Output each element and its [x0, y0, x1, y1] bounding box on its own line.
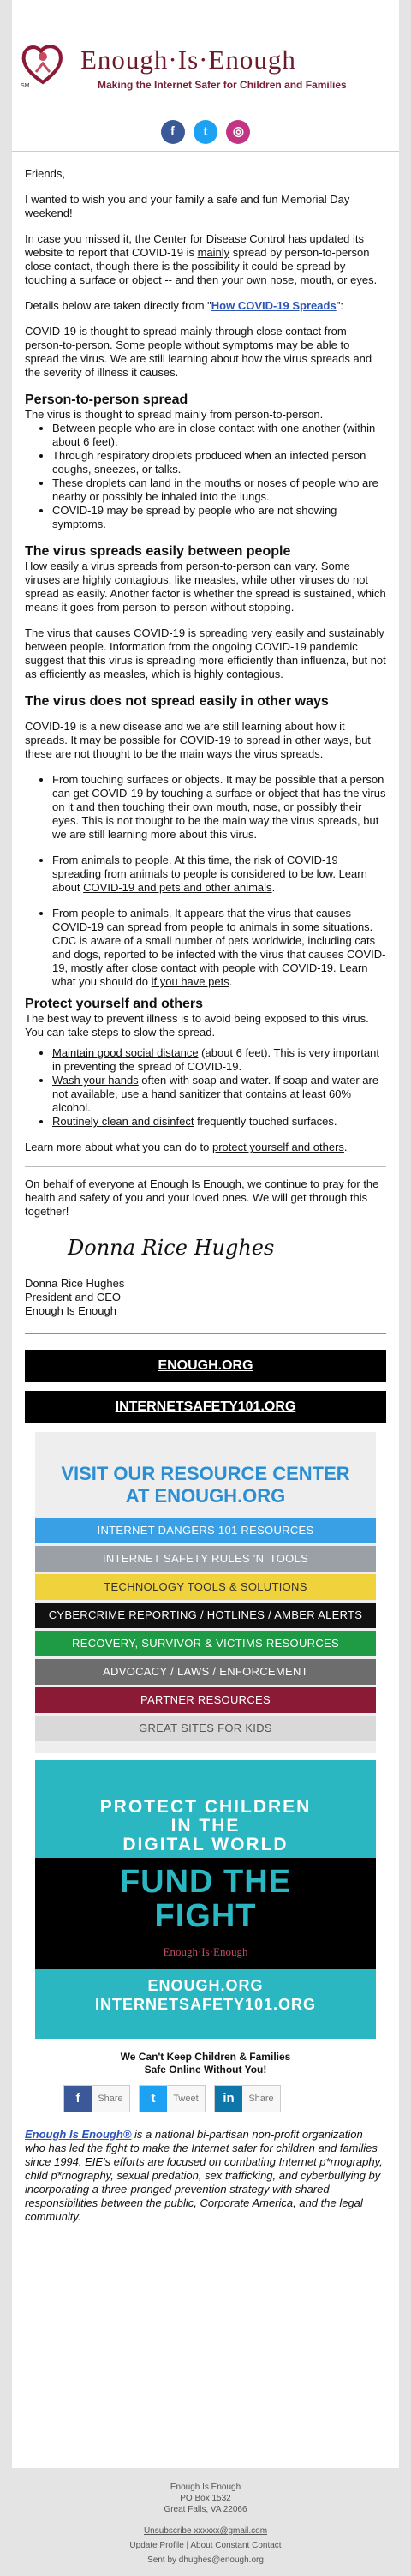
resource-title: VISIT OUR RESOURCE CENTER AT ENOUGH.ORG [61, 1463, 350, 1507]
update-profile-link[interactable]: Update Profile [129, 2541, 184, 2550]
wash-hands-link[interactable]: Wash your hands [52, 1074, 139, 1087]
enough-org-button[interactable]: ENOUGH.ORG [25, 1350, 386, 1382]
internetsafety101-button[interactable]: INTERNETSAFETY101.ORG [25, 1391, 386, 1423]
list-item: • Routinely clean and disinfect frequently touched surfaces. [52, 1115, 386, 1129]
footer-box: PO Box 1532 [180, 2494, 231, 2503]
pets-link[interactable]: COVID-19 and pets and other animals [83, 881, 272, 894]
signature-image: Donna Rice Hughes [68, 1236, 275, 1260]
paragraph: The virus that causes COVID-19 is spreading very easily and sustainably between people. Information from the ongoing COVID-19 pandemic suggest that this virus is spreading more efficiently than influenza, but not as efficiently as measles, which is highly contagious. [25, 626, 386, 680]
section-heading: The virus spreads easily between people [25, 544, 291, 559]
closing-section [12, 1177, 399, 1318]
signer-name: Donna Rice Hughes [25, 1277, 125, 1290]
email-body [12, 152, 399, 1154]
paragraph: COVID-19 is thought to spread mainly through close contact from person-to-person. Some people without symptoms may be able to spread the virus. We are still learning about how the virus spreads and the severity of illness it causes. [25, 325, 372, 379]
list-item: • Wash your hands often with soap and water. If soap and water are not available, use a hand sanitizer that contains at least 60% alcohol. [52, 1074, 386, 1115]
fund-tagline: PROTECT CHILDREN IN THE DIGITAL WORLD [99, 1797, 312, 1854]
fund-headline: FUND THE FIGHT [119, 1864, 292, 1934]
cdc-link[interactable]: How COVID-19 Spreads [211, 299, 337, 312]
share-label: Tweet [173, 2094, 199, 2104]
list-item: • These droplets can land in the mouths or noses of people who are nearby or possibly be inhaled into the lungs. [52, 476, 386, 504]
email-header [12, 0, 399, 152]
list-item: • From animals to people. At this time, the risk of COVID-19 spreading from animals to people is considered to be low. Learn about COVID-19 and pets and other animals. [52, 854, 386, 895]
section-intro: The best way to prevent illness is to avoid being exposed to this virus. You can take steps to slow the spread. [25, 1012, 369, 1039]
fund-urls: ENOUGH.ORG INTERNETSAFETY101.ORG [94, 1977, 317, 2013]
footer-org: Enough Is Enough [170, 2483, 241, 2492]
bullet-list [25, 907, 386, 989]
about-section [12, 2128, 399, 2224]
resource-bar[interactable]: TECHNOLOGY TOOLS & SOLUTIONS [35, 1574, 376, 1600]
service-mark: SM [21, 83, 30, 89]
sent-by: Sent by dhughes@enough.org [147, 2555, 264, 2565]
email-footer: Enough Is Enough PO Box 1532 Great Falls, VA 22066 Unsubscribe xxxxxx@gmail.com Update Profile | About Constant Contact Sent by dhughes@enough.org [0, 2482, 411, 2566]
resource-bar[interactable]: INTERNET SAFETY RULES 'N' TOOLS [35, 1546, 376, 1572]
about-text: Enough Is Enough® is a national bi-partisan non-profit organization who has led the fight to make the Internet safer for children and families since 1994. EIE's efforts are focused on combating Internet p*rnography, child p*rnography, sexual predation, sex trafficking, and cyberbullying by incorporating a three-pronged prevention strategy with shared responsibilities between the public, Corporate America, and the legal community. [25, 2128, 383, 2223]
resource-bar[interactable]: INTERNET DANGERS 101 RESOURCES [35, 1518, 376, 1543]
resource-bar[interactable]: CYBERCRIME REPORTING / HOTLINES / AMBER ALERTS [35, 1603, 376, 1628]
protect-link[interactable]: protect yourself and others [211, 1141, 344, 1153]
social-distance-link[interactable]: Maintain good social distance [52, 1046, 199, 1059]
fund-the-fight-banner[interactable] [35, 1760, 376, 2039]
linkedin-icon: in [215, 2086, 242, 2112]
paragraph: Details below are taken directly from "How COVID-19 Spreads": [25, 299, 343, 312]
list-item: • From touching surfaces or objects. It may be possible that a person can get COVID-19 by touching a surface or object that has the virus on it and then touching their own mouth, nose, or possibly their eyes. This is not thought to be the main way the virus spreads, but we are still learning more about this virus. [52, 773, 386, 842]
twitter-icon[interactable]: t [194, 120, 217, 144]
section-intro: The virus is thought to spread mainly from person-to-person. [25, 408, 324, 421]
facebook-icon[interactable]: f [161, 120, 185, 144]
resource-bar[interactable]: GREAT SITES FOR KIDS [35, 1716, 376, 1741]
paragraph: In case you missed it, the Center for Disease Control has updated its website to report that COVID-19 is mainly spread by person-to-person close contact, though there is the possibility it could be spread by touching a surface or object -- and then your own nose, mouth, or eyes. [25, 232, 378, 286]
resource-center-banner[interactable] [35, 1432, 376, 1753]
emphasis: mainly [197, 246, 230, 259]
section-heading: The virus does not spread easily in other ways [25, 694, 329, 709]
eie-link[interactable]: Enough Is Enough® [25, 2128, 132, 2141]
share-buttons [12, 2085, 399, 2112]
divider [25, 1166, 386, 1167]
paragraph: I wanted to wish you and your family a safe and fun Memorial Day weekend! [25, 193, 350, 219]
list-item: • Between people who are in close contact with one another (within about 6 feet). [52, 422, 386, 449]
paragraph: COVID-19 is a new disease and we are still learning about how it spreads. It may be possible for COVID-19 to spread in other ways, but these are not thought to be the main ways the virus spreads. [25, 720, 371, 760]
facebook-share-button[interactable] [63, 2085, 130, 2112]
resource-bar[interactable]: ADVOCACY / LAWS / ENFORCEMENT [35, 1659, 376, 1685]
resource-bar[interactable]: PARTNER RESOURCES [35, 1687, 376, 1713]
unsubscribe-link[interactable]: Unsubscribe xxxxxx@gmail.com [143, 2526, 268, 2536]
section-heading: Person-to-person spread [25, 392, 188, 407]
cta-section [12, 1345, 399, 1423]
tagline: Making the Internet Safer for Children and Families [98, 79, 347, 91]
resource-bar[interactable]: RECOVERY, SURVIVOR & VICTIMS RESOURCES [35, 1631, 376, 1656]
linkedin-share-button[interactable] [214, 2085, 281, 2112]
bullet-list [25, 773, 386, 842]
clean-disinfect-link[interactable]: Routinely clean and disinfect [52, 1115, 194, 1128]
email-card [12, 0, 399, 2468]
facebook-icon: f [64, 2086, 92, 2112]
list-item: • Maintain good social distance (about 6 feet). This is very important in preventing the spread of COVID-19. [52, 1046, 386, 1074]
list-item: • COVID-19 may be spread by people who are not showing symptoms. [52, 504, 386, 531]
have-pets-link[interactable]: if you have pets [151, 975, 229, 988]
logo[interactable] [12, 34, 399, 91]
fund-logo: Enough·Is·Enough [163, 1945, 248, 1958]
signer-org: Enough Is Enough [25, 1304, 116, 1317]
signer-title: President and CEO [25, 1291, 122, 1303]
instagram-icon[interactable]: ◎ [226, 120, 250, 144]
about-constant-contact-link[interactable]: About Constant Contact [190, 2541, 282, 2550]
section-heading: Protect yourself and others [25, 997, 204, 1011]
paragraph: Learn more about what you can do to protect yourself and others. [25, 1141, 348, 1153]
heart-logo-icon [19, 38, 67, 89]
paragraph: How easily a virus spreads from person-to-person can vary. Some viruses are highly contagious, like measles, while other viruses do not spread as easily. Another factor is whether the spread is sustained, which means it goes from person-to-person without stopping. [25, 560, 386, 614]
share-label: Share [248, 2094, 274, 2104]
divider [25, 1333, 386, 1334]
logo-name: Enough·Is·Enough [80, 45, 296, 75]
twitter-share-button[interactable] [139, 2085, 206, 2112]
bullet-list [25, 854, 386, 895]
social-links [12, 120, 399, 144]
bullet-list [25, 1046, 386, 1129]
bullet-list [25, 422, 386, 531]
list-item: • Through respiratory droplets produced when an infected person coughs, sneezes, or talks. [52, 449, 386, 476]
support-message: We Can't Keep Children & Families Safe Online Without You! [120, 2051, 291, 2076]
greeting: Friends, [25, 167, 65, 180]
twitter-icon: t [140, 2086, 167, 2112]
share-label: Share [98, 2094, 123, 2104]
closing-paragraph: On behalf of everyone at Enough Is Enough, we continue to pray for the health and safety of you and your loved ones. We will get through this together! [25, 1177, 379, 1218]
fund-panel [35, 1858, 376, 1969]
footer-city: Great Falls, VA 22066 [164, 2505, 247, 2514]
list-item: • From people to animals. It appears that the virus that causes COVID-19 can spread from people to animals in some situations. CDC is aware of a small number of pets worldwide, including cats and dogs, reported to be infected with the virus that causes COVID-19, mostly after close contact with people with COVID-19. Learn what you should do if you have pets. [52, 907, 386, 989]
